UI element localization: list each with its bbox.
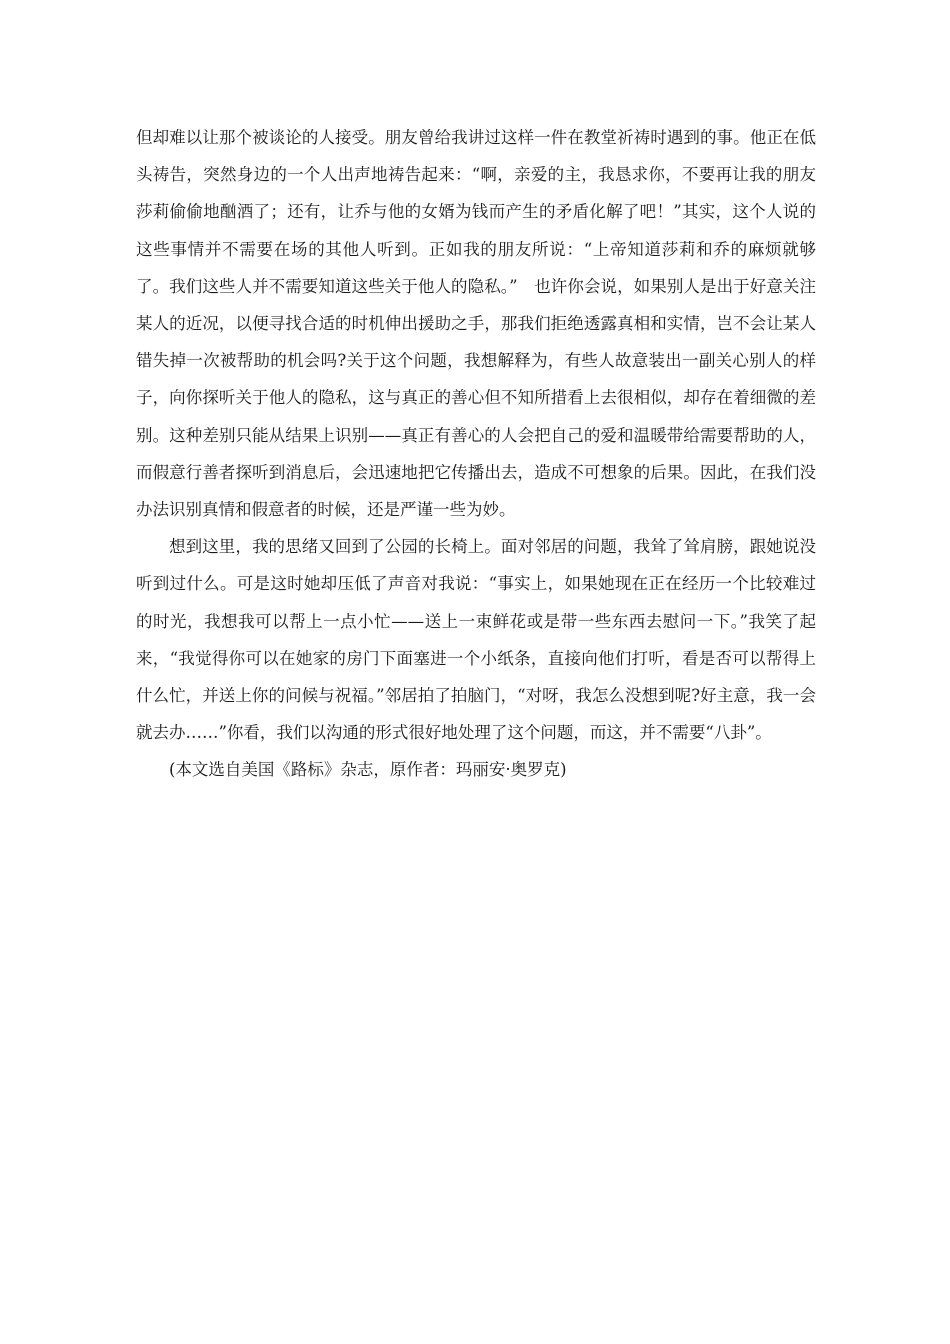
- paragraph-2: 想到这里，我的思绪又回到了公园的长椅上。面对邻居的问题，我耸了耸肩膀，跟她说没听到过什么。可是这时她却压低了声音对我说：“事实上，如果她现在正在经历一个比较难过的时光，我想我可以帮上一点小忙——送上一束鲜花或是带一些东西去慰问一下。”我笑了起来，“我觉得你可以在她家的房门下面塞进一个小纸条，直接向他们打听，看是否可以帮得上什么忙，并送上你的问候与祝福。”邻居拍了拍脑门，“对呀，我怎么没想到呢?好主意，我一会就去办……”你看，我们以沟通的形式很好地处理了这个问题，而这，并不需要“八卦”。: [136, 537, 816, 743]
- article-body: [136, 119, 816, 789]
- source-note: (本文选自美国《路标》杂志，原作者：玛丽安·奥罗克): [169, 760, 567, 780]
- paragraph-1: 但却难以让那个被谈论的人接受。朋友曾给我讲过这样一件在教堂祈祷时遇到的事。他正在低头祷告，突然身边的一个人出声地祷告起来：“啊，亲爱的主，我恳求你，不要再让我的朋友莎莉偷偷地酗酒了；还有，让乔与他的女婿为钱而产生的矛盾化解了吧！”其实，这个人说的这些事情并不需要在场的其他人听到。正如我的朋友所说：“上帝知道莎莉和乔的麻烦就够了。我们这些人并不需要知道这些关于他人的隐私。” 也许你会说，如果别人是出于好意关注某人的近况，以便寻找合适的时机伸出援助之手，那我们拒绝透露真相和实情，岂不会让某人错失掉一次被帮助的机会吗?关于这个问题，我想解释为，有些人故意装出一副关心别人的样子，向你探听关于他人的隐私，这与真正的善心但不知所措看上去很相似，却存在着细微的差别。这种差别只能从结果上识别——真正有善心的人会把自己的爱和温暖带给需要帮助的人，而假意行善者探听到消息后，会迅速地把它传播出去，造成不可想象的后果。因此，在我们没办法识别真情和假意者的时候，还是严谨一些为妙。: [136, 128, 816, 520]
